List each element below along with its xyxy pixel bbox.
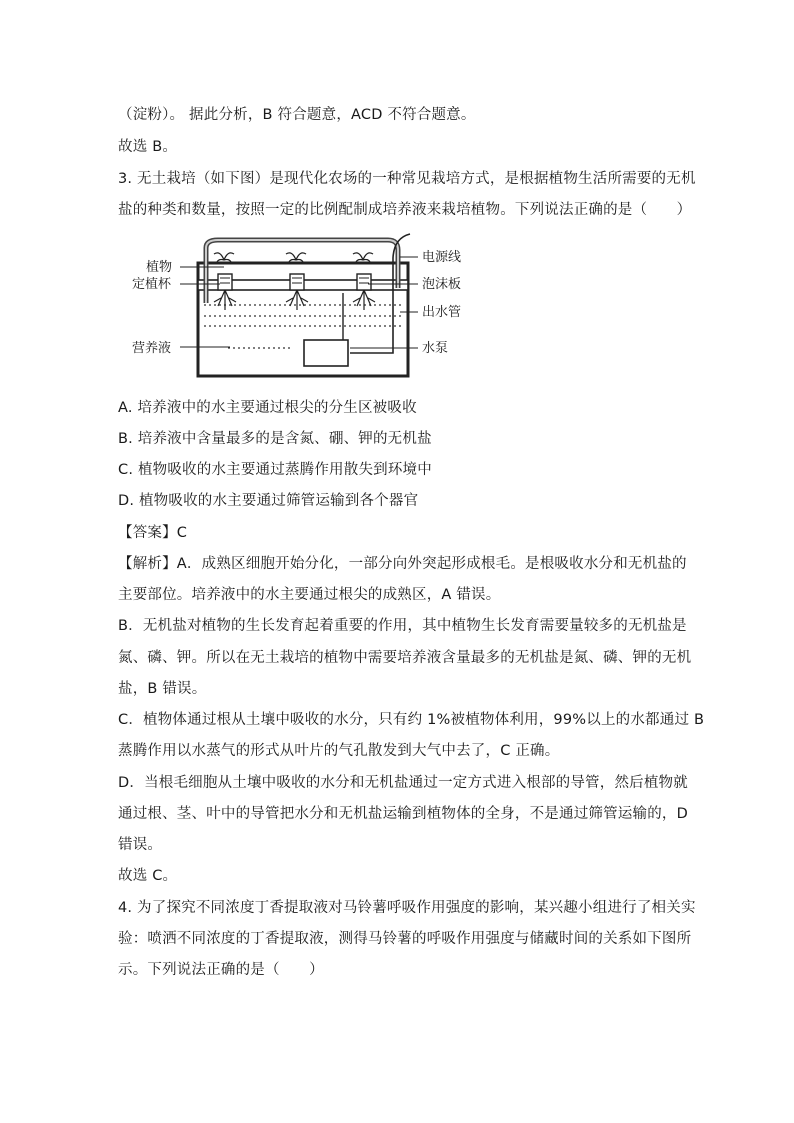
text-line: （淀粉）。 据此分析，B 符合题意，ACD 不符合题意。 bbox=[118, 107, 476, 123]
analysis-line: 蒸腾作用以水蒸气的形式从叶片的气孔散发到大气中去了，C 正确。 bbox=[118, 743, 560, 759]
question-4-stem: 验：喷洒不同浓度的丁香提取液，测得马铃薯的呼吸作用强度与储藏时间的关系如下图所 bbox=[118, 931, 692, 947]
analysis-line: B．无机盐对植物的生长发育起着重要的作用，其中植物生长发育需要量较多的无机盐是 bbox=[118, 618, 687, 634]
outlet-pipe bbox=[206, 240, 398, 303]
question-4-stem: 示。下列说法正确的是（ ） bbox=[118, 962, 324, 978]
analysis-line: C．植物体通过根从土壤中吸收的水分，只有约 1%被植物体利用，99%以上的水都通过 B bbox=[118, 712, 705, 728]
analysis-line: 氮、磷、钾。所以在无土栽培的植物中需要培养液含量最多的无机盐是氮、磷、钾的无机 bbox=[118, 650, 692, 666]
label-power-cord: 电源线 bbox=[422, 250, 462, 265]
power-cord bbox=[350, 234, 410, 353]
option-d: D. 植物吸收的水主要通过筛管运输到各个器官 bbox=[118, 493, 419, 509]
label-cup: 定植杯 bbox=[132, 277, 172, 292]
question-3-stem: 3. 无土栽培（如下图）是现代化农场的一种常见栽培方式，是根据植物生活所需要的无机 bbox=[118, 171, 696, 187]
option-b: B. 培养液中含量最多的是含氮、硼、钾的无机盐 bbox=[118, 431, 432, 447]
option-a: A. 培养液中的水主要通过根尖的分生区被吸收 bbox=[118, 400, 417, 416]
water-pump bbox=[304, 340, 348, 366]
analysis-line: 盐，B 错误。 bbox=[118, 681, 207, 697]
analysis-line: 【解析】A．成熟区细胞开始分化，一部分向外突起形成根毛。是根吸收水分和无机盐的 bbox=[118, 556, 687, 572]
answer: 【答案】C bbox=[118, 525, 188, 541]
label-plant: 植物 bbox=[146, 260, 173, 275]
hydroponics-diagram bbox=[118, 228, 478, 383]
plant-cup bbox=[214, 253, 236, 310]
question-3-stem: 盐的种类和数量，按照一定的比例配制成培养液来栽培植物。下列说法正确的是（ ） bbox=[118, 202, 692, 218]
question-4-stem: 4. 为了探究不同浓度丁香提取液对马铃薯呼吸作用强度的影响，某兴趣小组进行了相关实 bbox=[118, 900, 696, 916]
analysis-line: D．当根毛细胞从土壤中吸收的水分和无机盐通过一定方式进入根部的导管，然后植物就 bbox=[118, 775, 688, 791]
label-nutrient-solution: 营养液 bbox=[132, 341, 172, 356]
option-c: C. 植物吸收的水主要通过蒸腾作用散失到环境中 bbox=[118, 462, 432, 478]
text-line: 故选 B。 bbox=[118, 139, 178, 155]
label-water-pump: 水泵 bbox=[422, 341, 449, 356]
label-foam-board: 泡沫板 bbox=[422, 277, 462, 292]
label-outlet-pipe: 出水管 bbox=[422, 305, 462, 320]
analysis-line: 主要部位。培养液中的水主要通过根尖的成熟区，A 错误。 bbox=[118, 587, 501, 603]
answer-choice: 故选 C。 bbox=[118, 868, 178, 884]
analysis-line: 错误。 bbox=[118, 837, 163, 853]
analysis-line: 通过根、茎、叶中的导管把水分和无机盐运输到植物体的全身，不是通过筛管运输的，D bbox=[118, 806, 688, 822]
